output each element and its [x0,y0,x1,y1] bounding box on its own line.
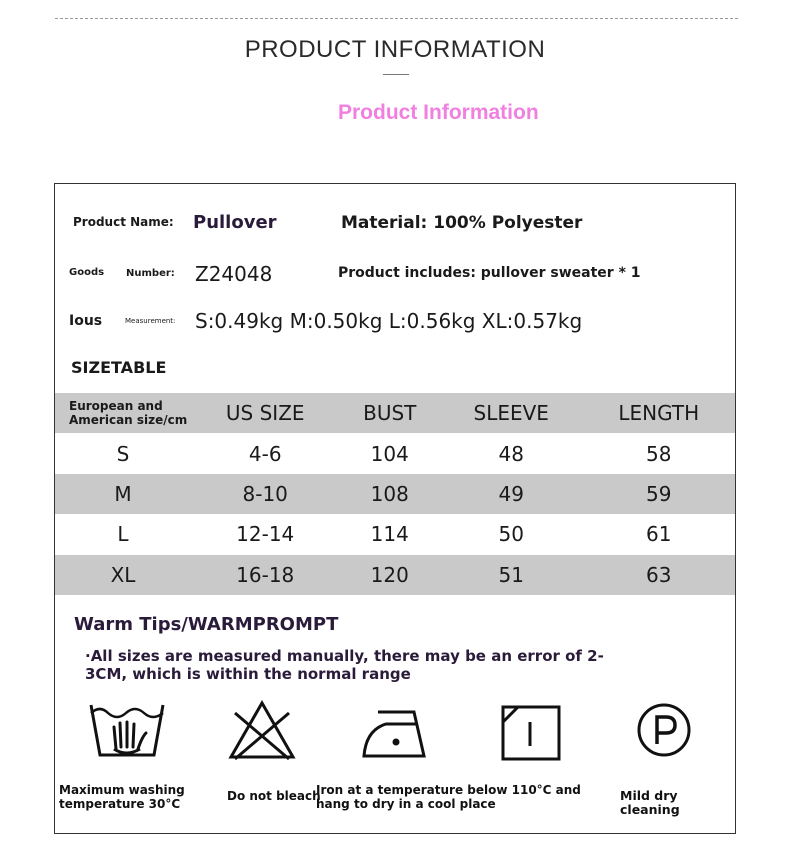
sizetable-title: SIZETABLE [71,358,167,377]
size-table-header [55,393,735,433]
header-length: LENGTH [618,401,700,426]
table-row [55,474,735,514]
warm-tips-title: Warm Tips/WARMPROMPT [74,614,339,635]
number-label: Number: [126,268,175,279]
cell-size: XL [110,562,136,587]
goods-label: Goods [69,267,105,278]
cell-length: 59 [646,481,672,506]
line-dry-icon [500,704,562,762]
cell-length: 61 [646,522,672,547]
warm-tips-note: ·All sizes are measured manually, there may be an error of 2-3CM, which is within the normal range [85,647,604,683]
includes-value: Product includes: pullover sweater * 1 [338,265,641,281]
no-bleach-icon [227,699,297,761]
cell-sleeve: 48 [498,441,524,466]
cell-us-size: 8-10 [242,481,288,506]
material-value: Material: 100% Polyester [341,213,583,233]
cell-us-size: 12-14 [236,522,295,547]
weights-value: S:0.49kg M:0.50kg L:0.56kg XL:0.57kg [195,309,583,333]
table-row [55,555,735,595]
cell-bust: 108 [370,481,409,506]
title-underline [383,74,409,75]
cell-size: M [114,481,132,506]
cell-length: 63 [646,562,672,587]
dry-clean-p-icon [635,702,693,762]
cell-sleeve: 49 [498,481,524,506]
cell-size: L [117,522,129,547]
cell-us-size: 4-6 [248,441,282,466]
table-row [55,514,735,554]
cell-bust: 120 [370,562,409,587]
product-name-label: Product Name: [73,215,174,229]
cell-bust: 104 [370,441,409,466]
cell-length: 58 [646,441,672,466]
cell-us-size: 16-18 [236,562,295,587]
header-sleeve: SLEEVE [473,401,549,426]
cell-sleeve: 51 [498,562,524,587]
ious-label: Ious [69,313,103,329]
cell-size: S [116,441,130,466]
top-dashed-divider [55,18,738,19]
care-label-iron: Iron at a temperature below 110°C and hang to dry in a cool place [316,783,581,811]
cell-sleeve: 50 [498,522,524,547]
header-bust: BUST [363,401,417,426]
header-us-size: US SIZE [225,401,305,426]
cell-bust: 114 [370,522,409,547]
product-info-card [54,183,736,834]
page-title: PRODUCT INFORMATION [244,36,546,63]
goods-number-value: Z24048 [195,262,273,286]
page-subtitle: Product Information [338,101,539,124]
table-row [55,433,735,473]
size-table [55,393,735,595]
care-label-wash: Maximum washing temperature 30°C [59,783,185,811]
care-label-bleach: Do not bleach [227,789,321,803]
care-label-dry-clean: Mild dry cleaning [620,788,680,817]
header-eu-size: European and American size/cm [69,399,188,428]
iron-low-icon [360,704,430,762]
wash-30-icon [88,699,166,761]
measurement-label: Measurement: [125,317,176,325]
product-name-value: Pullover [193,212,277,233]
